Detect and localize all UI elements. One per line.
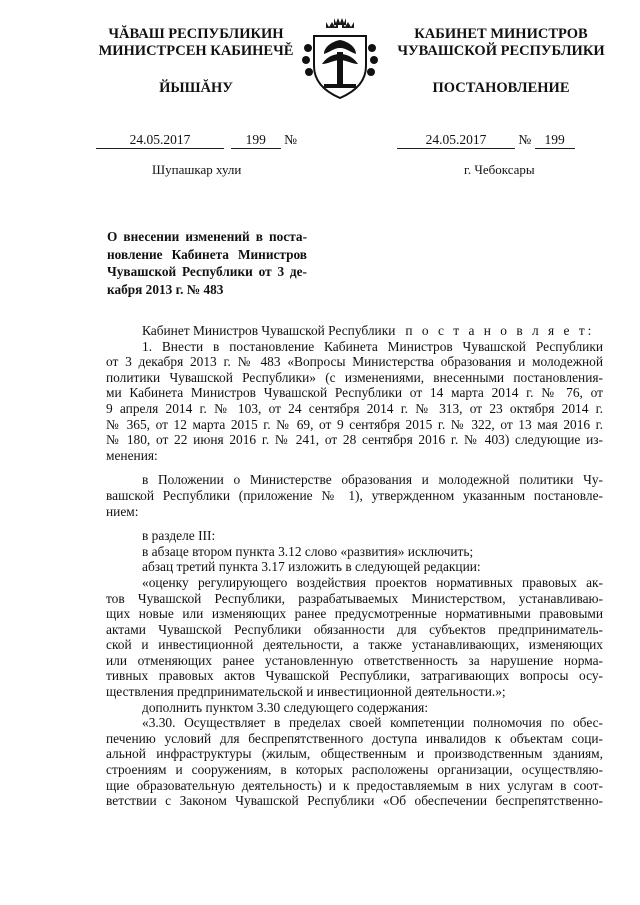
paragraph-2 — [106, 472, 603, 519]
right-date: 24.05.2017 — [397, 132, 515, 149]
paragraph-line: нием: — [106, 503, 139, 519]
paragraph-1 — [106, 339, 603, 464]
right-date-line — [397, 132, 575, 149]
paragraph-line: от 3 декабря 2013 г. № 483 «Вопросы Министерства образования и молодежной — [106, 354, 603, 370]
paragraph-line: щих новые или изменяющих ранее предусмотренные нормативными правовыми — [106, 606, 603, 622]
paragraph-line: тов Чувашской Республики, разрабатываемых Министерством, устанавливаю- — [106, 590, 603, 606]
paragraph-line: 1. Внести в постановление Кабинета Министров Чувашской Республики — [142, 338, 603, 354]
paragraph-line: строениям и сооружениям, в которых расположены организации, осуществляю- — [106, 762, 603, 778]
header-chuvash-line-1: ЧĂВАШ РЕСПУБЛИКИН — [108, 26, 284, 42]
paragraph-line: ми Кабинета Министров Чувашской Республики от 14 марта 2014 г. № 76, от — [106, 385, 603, 401]
paragraph-line: «оценку регулирующего воздействия проектов нормативных правовых ак- — [142, 574, 603, 590]
header-chuvash — [86, 26, 306, 97]
paragraph-line: ской и инвестиционной деятельности, а также устанавливающих, изменяющих — [106, 637, 603, 653]
subject-line: Чувашской Республики от 3 де- — [107, 264, 307, 279]
right-number-sign: № — [518, 132, 532, 147]
place-russian: г. Чебоксары — [464, 162, 535, 177]
paragraph-4-quote — [106, 575, 603, 700]
document-subject — [107, 228, 307, 298]
subject-line: новление Кабинета Министров — [107, 246, 307, 262]
paragraph-line: дополнить пунктом 3.30 следующего содержания: — [142, 699, 429, 715]
paragraph-line: 9 апреля 2014 г. № 103, от 24 сентября 2014 г. № 313, от 23 октября 2014 г. — [106, 400, 603, 416]
left-number: 199 — [231, 132, 281, 149]
header-russian — [386, 26, 616, 97]
paragraph-line: в разделе III: — [142, 528, 216, 544]
chuvash-coat-of-arms-icon — [300, 18, 380, 102]
paragraph-line: политики Чувашской Республики» (с изменениями, внесенными постановления- — [106, 369, 603, 385]
paragraph-line: тивных правовых актов Чувашской Республики, затрагивающих вопросы осу- — [106, 668, 603, 684]
header-chuvash-line-2: МИНИСТРСЕН КАБИНЕЧĚ — [98, 43, 294, 59]
paragraph-line: вашской Республики (приложение № 1), утвержденном указанным постановле- — [106, 487, 603, 503]
body-preamble — [106, 323, 603, 339]
place-chuvash: Шупашкар хули — [152, 162, 242, 177]
right-number: 199 — [535, 132, 575, 149]
document-body — [106, 323, 603, 809]
paragraph-line: ветствии с Законом Чувашской Республики «Об обеспечении беспрепятственно- — [106, 793, 603, 809]
paragraph-line: в Положении о Министерстве образования и молодежной политики Чу- — [142, 472, 603, 488]
paragraph-line: печению условий для беспрепятственного доступа инвалидов к объектам соци- — [106, 730, 603, 746]
paragraph-line: № 365, от 12 марта 2015 г. № 69, от 9 сентября 2015 г. № 322, от 13 мая 2016 г. — [106, 416, 603, 432]
left-date-line — [96, 132, 297, 149]
paragraph-line: в абзаце втором пункта 3.12 слово «развития» исключить; — [142, 543, 474, 559]
paragraph-line: актами Чувашской Республики обязанности для субъектов предприниматель- — [106, 621, 603, 637]
preamble-decree-word: п о с т а н о в л я е т: — [405, 323, 595, 338]
paragraph-line: альной инфраструктуры (жилым, общественным и производственным зданиям, — [106, 746, 603, 762]
header-russian-line-1: КАБИНЕТ МИНИСТРОВ — [414, 26, 588, 42]
subject-line: кабря 2013 г. № 483 — [107, 281, 224, 297]
paragraph-line: «3.30. Осуществляет в пределах своей компетенции полномочия по обес- — [142, 715, 603, 731]
left-date: 24.05.2017 — [96, 132, 224, 149]
paragraph-6-quote — [106, 715, 603, 809]
paragraph-line: ществления предпринимательской и инвестиционной деятельности.»; — [106, 684, 506, 700]
header-russian-doc-kind: ПОСТАНОВЛЕНИЕ — [432, 80, 570, 96]
paragraph-line: № 180, от 22 июня 2016 г. № 241, от 28 сентября 2016 г. № 403) следующие из- — [106, 432, 603, 448]
paragraph-5 — [106, 700, 603, 716]
subject-line: О внесении изменений в поста- — [107, 229, 307, 244]
paragraph-line: абзац третий пункта 3.17 изложить в следующей редакции: — [142, 559, 481, 575]
left-number-sign: № — [284, 132, 298, 147]
paragraph-line: менения: — [106, 447, 158, 463]
paragraph-line: щие образовательную деятельность) и к предоставляемым в них услугам в соот- — [106, 777, 603, 793]
header-chuvash-doc-kind: ЙЫШĂНУ — [159, 80, 233, 96]
preamble-text: Кабинет Министров Чувашской Республики — [142, 323, 396, 338]
paragraph-3 — [106, 528, 603, 575]
paragraph-line: или отменяющих ранее установленную ответственность за нарушение норма- — [106, 652, 603, 668]
header-russian-line-2: ЧУВАШСКОЙ РЕСПУБЛИКИ — [397, 43, 605, 59]
